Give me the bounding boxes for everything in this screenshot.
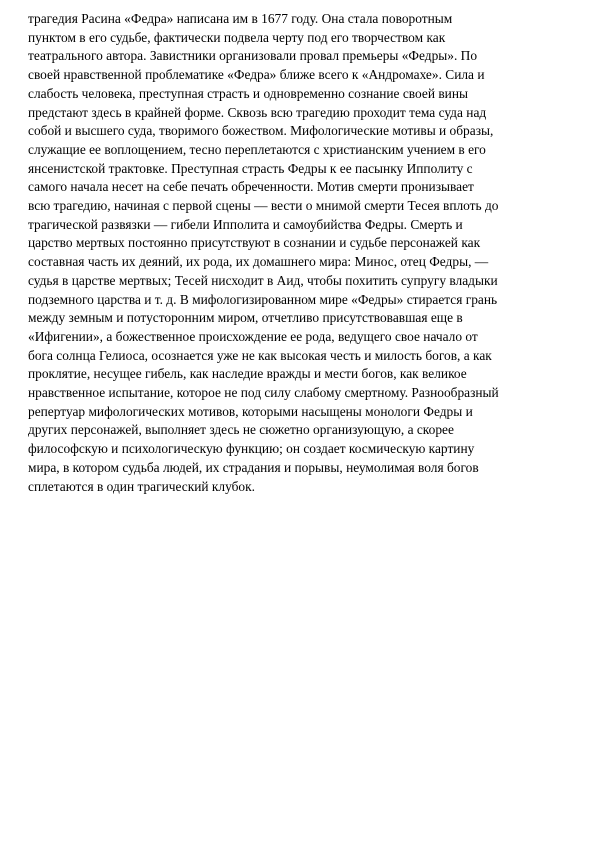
text-line: судья в царстве мертвых; Тесей нисходит в Аид, чтобы похитить супругу владыки <box>28 272 498 288</box>
text-line: предстают здесь в крайней форме. Сквозь всю трагедию проходит тема суда над <box>28 104 487 120</box>
text-line: самого начала несет на себе печать обреченности. Мотив смерти пронизывает <box>28 179 474 195</box>
text-line: театрального автора. Завистники организовали провал премьеры «Федры». По <box>28 48 478 64</box>
text-line: трагедия Расина «Федра» написана им в 1677 году. Она стала поворотным <box>28 11 453 26</box>
text-line: мира, в котором судьба людей, их страдания и порывы, неумолимая воля богов <box>28 459 479 475</box>
text-line: сплетаются в один трагический клубок. <box>28 478 255 494</box>
text-line: проклятие, несущее гибель, как наследие вражды и мести богов, как великое <box>28 366 467 382</box>
body-paragraph <box>28 10 558 496</box>
text-line: подземного царства и т. д. В мифологизированном мире «Федры» стирается грань <box>28 291 498 307</box>
text-line: всю трагедию, начиная с первой сцены — вести о мнимой смерти Тесея вплоть до <box>28 198 499 214</box>
text-line: философскую и психологическую функцию; он создает космическую картину <box>28 441 475 457</box>
text-line: «Ифигении», а божественное происхождение ее рода, ведущего свое начало от <box>28 328 478 344</box>
text-line: нравственное испытание, которое не под силу слабому смертному. Разнообразный <box>28 385 499 401</box>
text-line: пунктом в его судьбе, фактически подвела черту под его творчеством как <box>28 29 446 45</box>
text-line: составная часть их деяний, их рода, их домашнего мира: Минос, отец Федры, — <box>28 254 489 270</box>
text-line: трагической развязки — гибели Ипполита и самоубийства Федры. Смерть и <box>28 216 463 232</box>
text-line: янсенистской трактовке. Преступная страсть Федры к ее пасынку Ипполиту с <box>28 160 473 176</box>
text-line: слабость человека, преступная страсть и одновременно сознание своей вины <box>28 85 468 101</box>
text-line: царство мертвых постоянно присутствуют в сознании и судьбе персонажей как <box>28 235 481 251</box>
text-line: между земным и потусторонним миром, отчетливо присутствовавшая еще в <box>28 310 463 326</box>
text-line: собой и высшего суда, творимого божеством. Мифологические мотивы и образы, <box>28 123 494 139</box>
text-line: репертуар мифологических мотивов, которыми насыщены монологи Федры и <box>28 403 473 419</box>
text-line: служащие ее воплощением, тесно переплетаются с христианским учением в его <box>28 141 486 157</box>
text-line: других персонажей, выполняет здесь не сюжетно организующую, а скорее <box>28 422 454 438</box>
text-line: своей нравственной проблематике «Федра» ближе всего к «Андромахе». Сила и <box>28 67 485 83</box>
text-line: бога солнца Гелиоса, осознается уже не как высокая честь и милость богов, а как <box>28 347 492 363</box>
